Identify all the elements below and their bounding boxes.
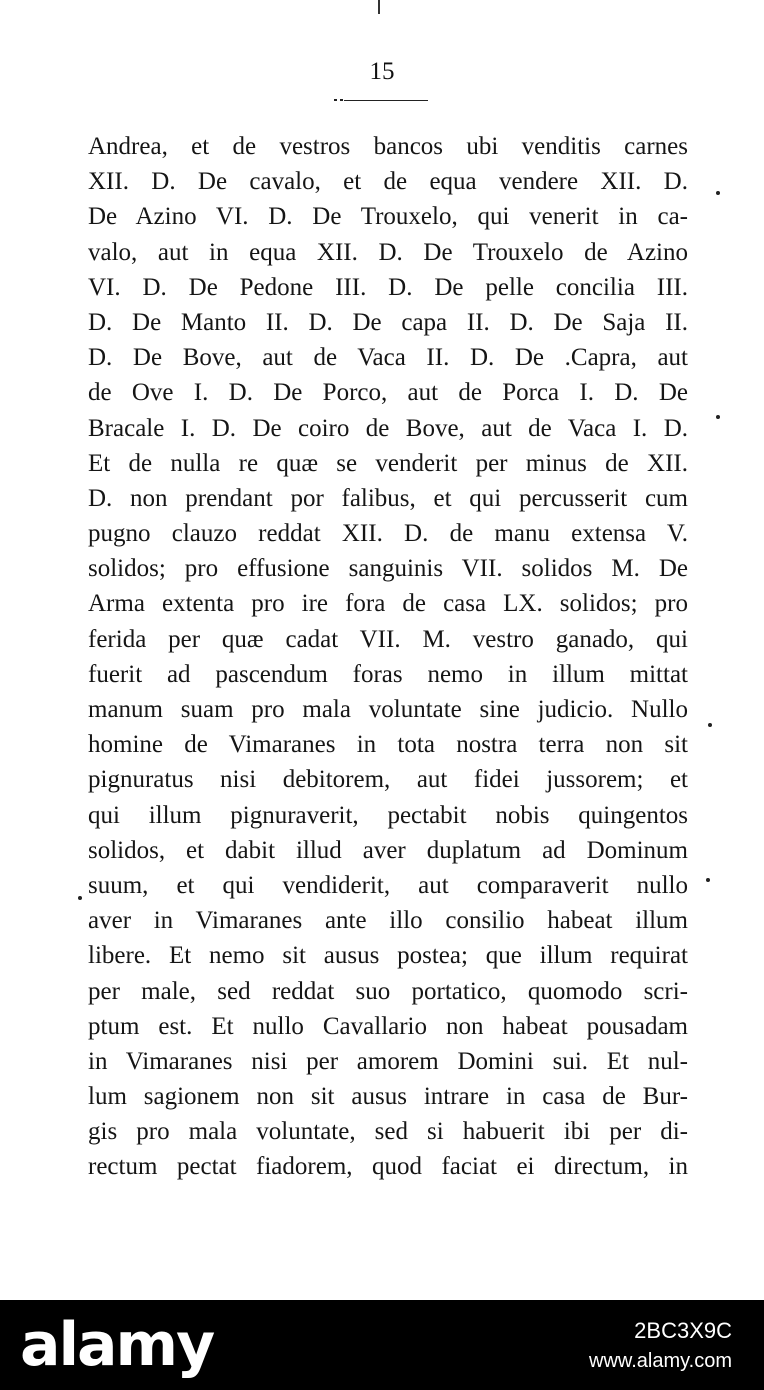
- text-line: solidos; pro effusione sanguinis VII. solidos M. De: [88, 555, 688, 583]
- ink-speck: [716, 415, 720, 419]
- text-line: De Azino VI. D. De Trouxelo, qui venerit in ca-: [88, 203, 688, 231]
- text-line: homine de Vimaranes in tota nostra terra non sit: [88, 731, 688, 759]
- text-line: libere. Et nemo sit ausus postea; que illum requirat: [88, 942, 688, 970]
- text-line: Bracale I. D. De coiro de Bove, aut de Vaca I. D.: [88, 414, 688, 442]
- text-line: VI. D. De Pedone III. D. De pelle concilia III.: [88, 273, 688, 301]
- scan-mark: [378, 0, 380, 14]
- text-line: qui illum pignuraverit, pectabit nobis quingentos: [88, 801, 688, 829]
- text-line: XII. D. De cavalo, et de equa vendere XII. D.: [88, 168, 688, 196]
- text-line: fuerit ad pascendum foras nemo in illum mittat: [88, 660, 688, 688]
- text-line: Andrea, et de vestros bancos ubi venditis carnes: [88, 133, 688, 160]
- ink-speck: [716, 191, 720, 195]
- header-rule: [344, 100, 428, 101]
- text-line: in Vimaranes nisi per amorem Domini sui. Et nul-: [88, 1047, 688, 1075]
- text-line: per male, sed reddat suo portatico, quomodo scri-: [88, 977, 688, 1005]
- page-number: 15: [369, 58, 395, 85]
- watermark-banner: [0, 1300, 764, 1390]
- text-line: D. non prendant por falibus, et qui percusserit cum: [88, 484, 688, 512]
- text-line: Arma extenta pro ire fora de casa LX. solidos; pro: [88, 590, 688, 618]
- alamy-logo: alamy: [20, 1310, 214, 1380]
- text-line: lum sagionem non sit ausus intrare in casa de Bur-: [88, 1083, 688, 1111]
- text-line: D. De Manto II. D. De capa II. D. De Saja II.: [88, 308, 688, 336]
- text-line: aver in Vimaranes ante illo consilio habeat illum: [88, 907, 688, 935]
- text-line: solidos, et dabit illud aver duplatum ad Dominum: [88, 836, 688, 864]
- text-line: suum, et qui vendiderit, aut comparaverit nullo: [88, 871, 688, 899]
- text-line: ptum est. Et nullo Cavallario non habeat pousadam: [88, 1012, 688, 1040]
- text-line: rectum pectat fiadorem, quod faciat ei directum, in: [88, 1153, 688, 1181]
- text-line: ferida per quæ cadat VII. M. vestro ganado, qui: [88, 625, 688, 653]
- ink-speck: [706, 878, 710, 882]
- text-line: D. De Bove, aut de Vaca II. D. De .Capra, aut: [88, 344, 688, 372]
- rule-dot: [340, 99, 343, 101]
- body-text: [88, 129, 688, 1185]
- rule-dot: [334, 99, 337, 101]
- ink-speck: [708, 723, 712, 727]
- text-line: de Ove I. D. De Porco, aut de Porca I. D. De: [88, 379, 688, 407]
- ink-speck: [78, 896, 82, 900]
- watermark-url: www.alamy.com: [589, 1350, 732, 1372]
- text-line: manum suam pro mala voluntate sine judicio. Nullo: [88, 696, 688, 723]
- image-id: 2BC3X9C: [634, 1318, 732, 1343]
- text-line: gis pro mala voluntate, sed si habuerit ibi per di-: [88, 1118, 688, 1146]
- text-line: pugno clauzo reddat XII. D. de manu extensa V.: [88, 520, 688, 548]
- text-line: Et de nulla re quæ se venderit per minus de XII.: [88, 449, 688, 477]
- text-line: valo, aut in equa XII. D. De Trouxelo de Azino: [88, 238, 688, 266]
- text-line: pignuratus nisi debitorem, aut fidei jussorem; et: [88, 766, 688, 794]
